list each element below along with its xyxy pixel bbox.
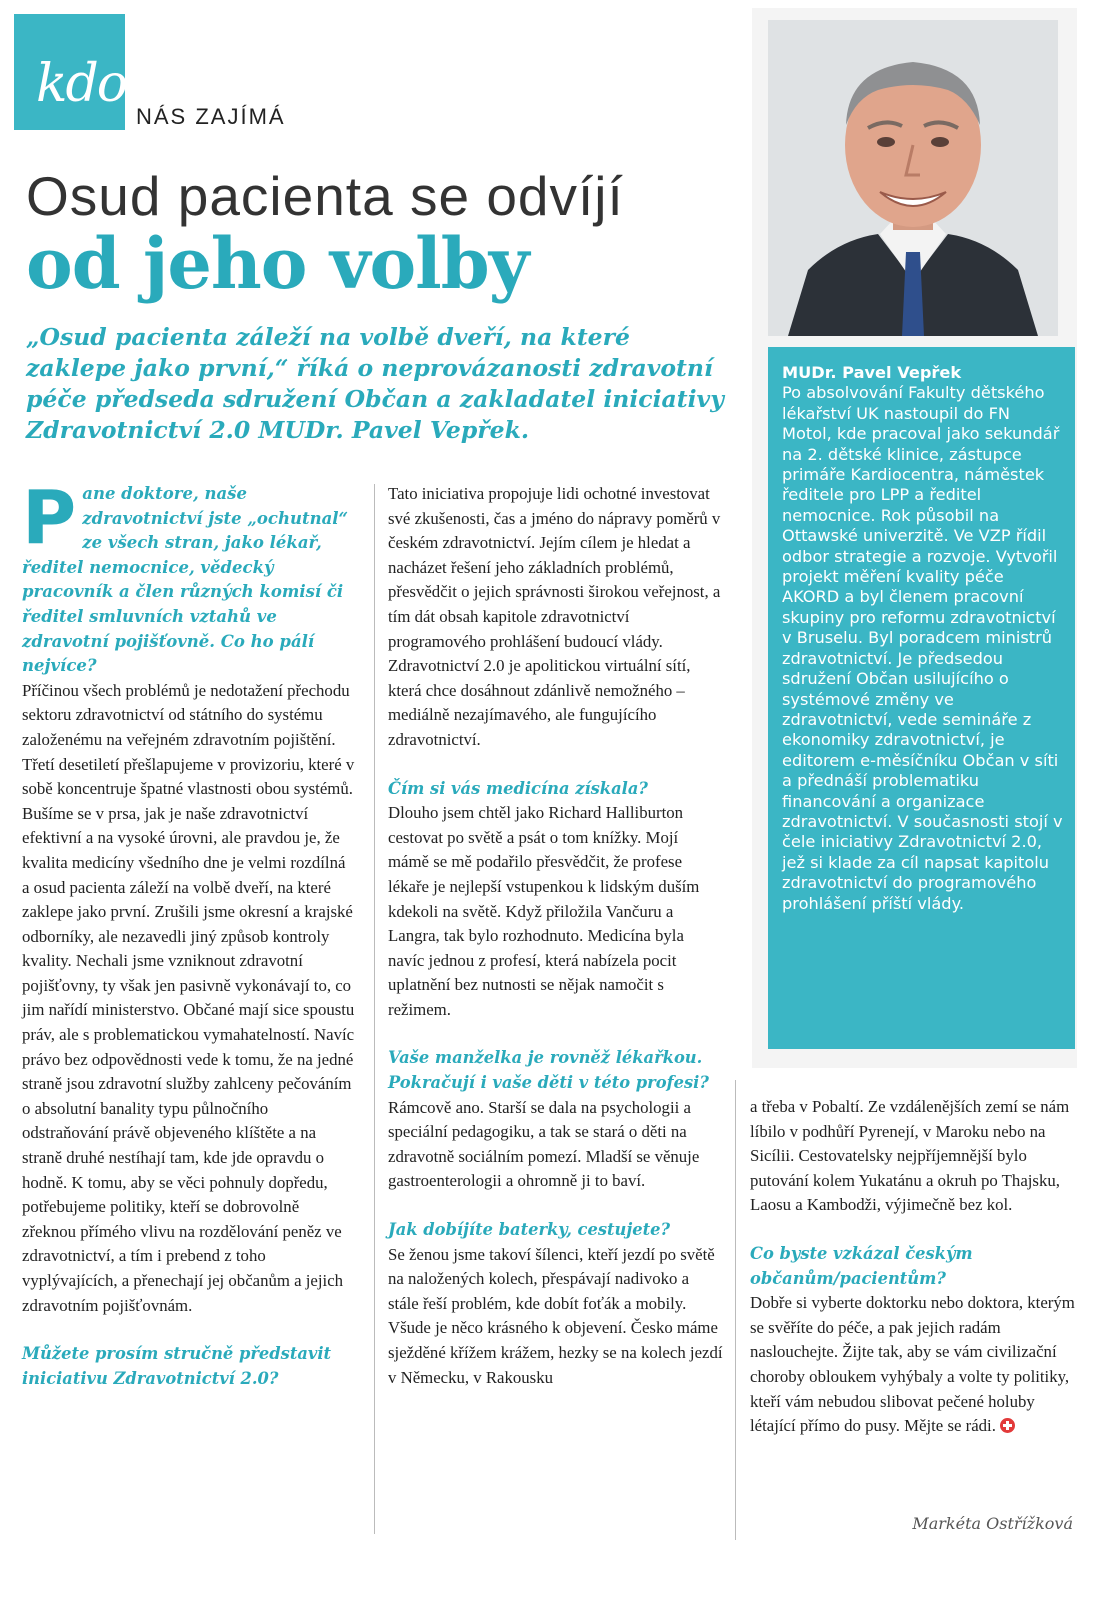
answer-6: Dobře si vyberte doktorku nebo doktora, kterým se svěříte do péče, a pak jejich radám naslouchejte. Žijte tak, aby se vám civilizační choroby obloukem vyhýbaly a volte ty politiky, kteří vám nebudou slibovat pečené holuby létající přímo do pusy. Mějte se rádi.	[750, 1293, 1075, 1436]
section-label: NÁS ZAJÍMÁ	[136, 104, 286, 129]
author-byline: Markéta Ostřížková	[912, 1514, 1073, 1533]
bio-box	[768, 347, 1075, 1049]
answer-4: Rámcově ano. Starší se dala na psychologii a speciální pedagogiku, a tak se stará o děti na zdravotně sociálním pomezí. Mladší se věnuje gastroenterologii a ohromně ji to baví.	[388, 1097, 700, 1191]
answer-3: Dlouho jsem chtěl jako Richard Halliburton cestovat po světě a psát o tom knížky. Mojí mámě se mě podařilo přesvědčit, že profese lékaře je nejlepší vstupenkou k lidským duším kdekoli na světě. Když přiložila Vančuru a Langra, tak bylo rozhodnuto. Medicína byla navíc jednou z profesí, která nabízela pocit uplatnění bez nutnosti se nějak namočit s režimem.	[388, 803, 700, 1019]
bio-name: MUDr. Pavel Vepřek	[782, 363, 962, 382]
answer-2: Tato iniciativa propojuje lidi ochotné investovat své zkušenosti, čas a jméno do nápravy poměrů v českém zdravotnictví. Jejím cílem je hledat a nacházet řešení jeho základních problémů, přesvědčit o jejich správnosti širokou veřejnost, a tím dát obsah kapitole zdravotnictví programového prohlášení budoucí vlády. Zdravotnictví 2.0 je apolitickou virtuální sítí, která chce dosáhnout zdánlivě nemožného – mediálně nezajímavého, ale fungujícího zdravotnictví.	[388, 484, 721, 749]
question-3: Čím si vás medicína získala?	[388, 778, 648, 798]
article-column-3	[750, 1095, 1080, 1439]
answer-5-part-1: Se ženou jsme takoví šílenci, kteří jezdí po světě na naložených kolech, přespávají nadivoko a stále řeší problém, kde dobít foťák a mobily. Všude je něco krásného k objevení. Česko máme sježděné křížem krážem, hezky se na kolech jezdí v Německu, v Rakousku	[388, 1244, 723, 1387]
question-6: Co byste vzkázal českým občanům/pacientům?	[750, 1243, 973, 1288]
headline-line-1: Osud pacienta se odvíjí	[26, 165, 624, 227]
column-divider	[735, 1080, 736, 1540]
kdo-logo: kdo	[36, 54, 127, 114]
lead-paragraph: „Osud pacienta záleží na volbě dveří, na které zaklepe jako první,“ říká o neprovázanosti zdravotní péče předseda sdružení Občan a zakladatel iniciativy Zdravotnictví 2.0 MUDr. Pavel Vepřek.	[26, 323, 724, 444]
red-cross-icon	[1000, 1418, 1015, 1433]
headline-line-2: od jeho volby	[26, 222, 529, 305]
column-divider	[374, 484, 375, 1534]
bio-text: Po absolvování Fakulty dětského lékařství UK nastoupil do FN Motol, kde pracoval jako sekundář na 2. dětské klinice, zástupce primáře Kardiocentra, náměstek ředitele pro LPP a ředitel nemocnice. Rok působil na Ottawské univerzitě. Ve VZP řídil odbor strategie a rozvoje. Vytvořil projekt měření kvality péče AKORD a byl členem pracovní skupiny pro reformu zdravotnictví v Bruselu. Byl poradcem ministrů zdravotnictví. Je předsedou sdružení Občan usilujícího o systémové změny ve zdravotnictví, vede semináře z ekonomiky zdravotnictví, je editorem e-měsíčníku Občan v síti a přednáší problematiku financování a organizace zdravotnictví. V současnosti stojí v čele iniciativy Zdravotnictví 2.0, jež si klade za cíl napsat kapitolu zdravotnictví do programového prohlášení příští vlády.	[782, 383, 1063, 913]
answer-5-part-2: a třeba v Pobaltí. Ze vzdálenějších zemí se nám líbilo v podhůří Pyrenejí, v Maroku nebo na Sicílii. Cestovatelsky nejpříjemnější bylo putování kolem Yukatánu a okruh po Thajsku, Laosu a Kambodži, výjimečně bez kol.	[750, 1097, 1070, 1215]
drop-cap: P	[22, 475, 77, 561]
article-column-1	[22, 475, 357, 1391]
answer-1: Příčinou všech problémů je nedotažení přechodu sektoru zdravotnictví od státního do systému založenému na veřejném zdravotním pojištění. Třetí desetiletí přešlapujeme v provizoriu, které v sobě koncentruje špatné vlastnosti obou systémů. Bušíme se v prsa, jak je naše zdravotnictví efektivní a na vysoké úrovni, ale pravdou je, že kvalita medicíny všedního dne je velmi rozdílná a osud pacienta záleží na volbě dveří, na které zaklepe jako první. Zrušili jsme okresní a krajské odborníky, ale nezavedli jiný způsob kontroly kvality. Nechali jsme vzniknout zdravotní pojišťovny, ty však jen pasivně vykonávají to, co jim nařídí ministerstvo. Občané mají sice spoustu práv, ale s problematickou vymahatelností. Navíc právo bez odpovědnosti vede k tomu, že na jedné straně jsou zdravotní služby zahlceny pečováním o absolutní banality typu půlnočního odstraňování právě objeveného klíštěte a na straně druhé nestíhají tam, kde jde opravdu o hodně. K tomu, aby se věci pohnuly dopředu, potřebujeme politiky, kteří se dobrovolně zřeknou přímého vlivu na rozdělování peněz ve zdravotnictví, a tím i prebend z toho vyplývajících, a přenechají jej občanům a jejich zdravotním pojišťovnám.	[22, 680, 355, 1315]
question-4: Vaše manželka je rovněž lékařkou. Pokračují i vaše děti v této profesi?	[388, 1048, 709, 1093]
question-1: ane doktore, naše zdravotnictví jste „ochutnal“ ze všech stran, jako lékař, ředitel nemocnice, vědecký pracovník a člen různých komisí či ředitel smluvních vztahů ve zdravotní pojišťovně. Co ho pálí nejvíce?	[22, 484, 349, 676]
portrait-illustration	[768, 20, 1058, 336]
section-logo-box	[14, 14, 125, 130]
article-column-2	[388, 482, 723, 1390]
question-5: Jak dobíjíte baterky, cestujete?	[388, 1220, 671, 1240]
portrait-photo	[768, 20, 1058, 336]
question-2: Můžete prosím stručně představit iniciativu Zdravotnictví 2.0?	[22, 1344, 332, 1388]
